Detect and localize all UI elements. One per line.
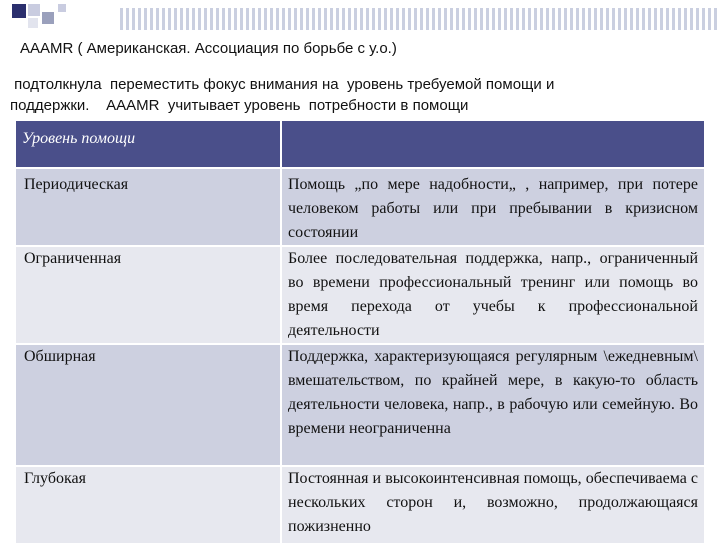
level-cell: Обширная	[16, 344, 281, 466]
level-cell: Глубокая	[16, 466, 281, 543]
description-cell: Более последовательная поддержка, напр., ограниченный во времени профессиональный тренинг или помощь во время перехода от учебы к профессиональной деятельности	[281, 246, 704, 344]
intro-line-2: поддержки. AAAMR учитывает уровень потребности в помощи	[10, 97, 469, 114]
table-row	[16, 168, 704, 246]
intro-line-1: подтолкнула переместить фокус внимания на уровень требуемой помощи и	[10, 76, 555, 93]
description-cell: Поддержка, характеризующаяся регулярным \ежедневным\ вмешательством, по крайней мере, в какую-то область деятельности человека, напр., в рабочую или семейную. Во времени неограниченна	[281, 344, 704, 466]
table-row	[16, 466, 704, 543]
deco-square-small	[58, 4, 66, 12]
deco-square-pale	[28, 18, 38, 28]
deco-square-navy	[12, 4, 26, 18]
slide-heading: AAAMR ( Американская. Ассоциация по борьбе с у.о.)	[20, 40, 397, 57]
header-description	[281, 121, 704, 168]
description-cell: Постоянная и высокоинтенсивная помощь, обеспечиваема с нескольких сторон и, возможно, продолжающаяся пожизненно	[281, 466, 704, 543]
level-cell: Ограниченная	[16, 246, 281, 344]
table-row	[16, 246, 704, 344]
level-cell: Периодическая	[16, 168, 281, 246]
table-row	[16, 344, 704, 466]
description-cell: Помощь „по мере надобности„ , например, при потере человеком работы или при пребывании в кризисном состоянии	[281, 168, 704, 246]
support-levels-table	[16, 121, 704, 543]
intro-paragraph	[10, 74, 710, 116]
deco-square-gray	[42, 12, 54, 24]
header-level: Уровень помощи	[16, 121, 281, 168]
deco-square-light	[28, 4, 40, 16]
table-header-row	[16, 121, 704, 168]
deco-stripe-band	[120, 8, 720, 30]
decorative-header-squares	[0, 0, 720, 34]
